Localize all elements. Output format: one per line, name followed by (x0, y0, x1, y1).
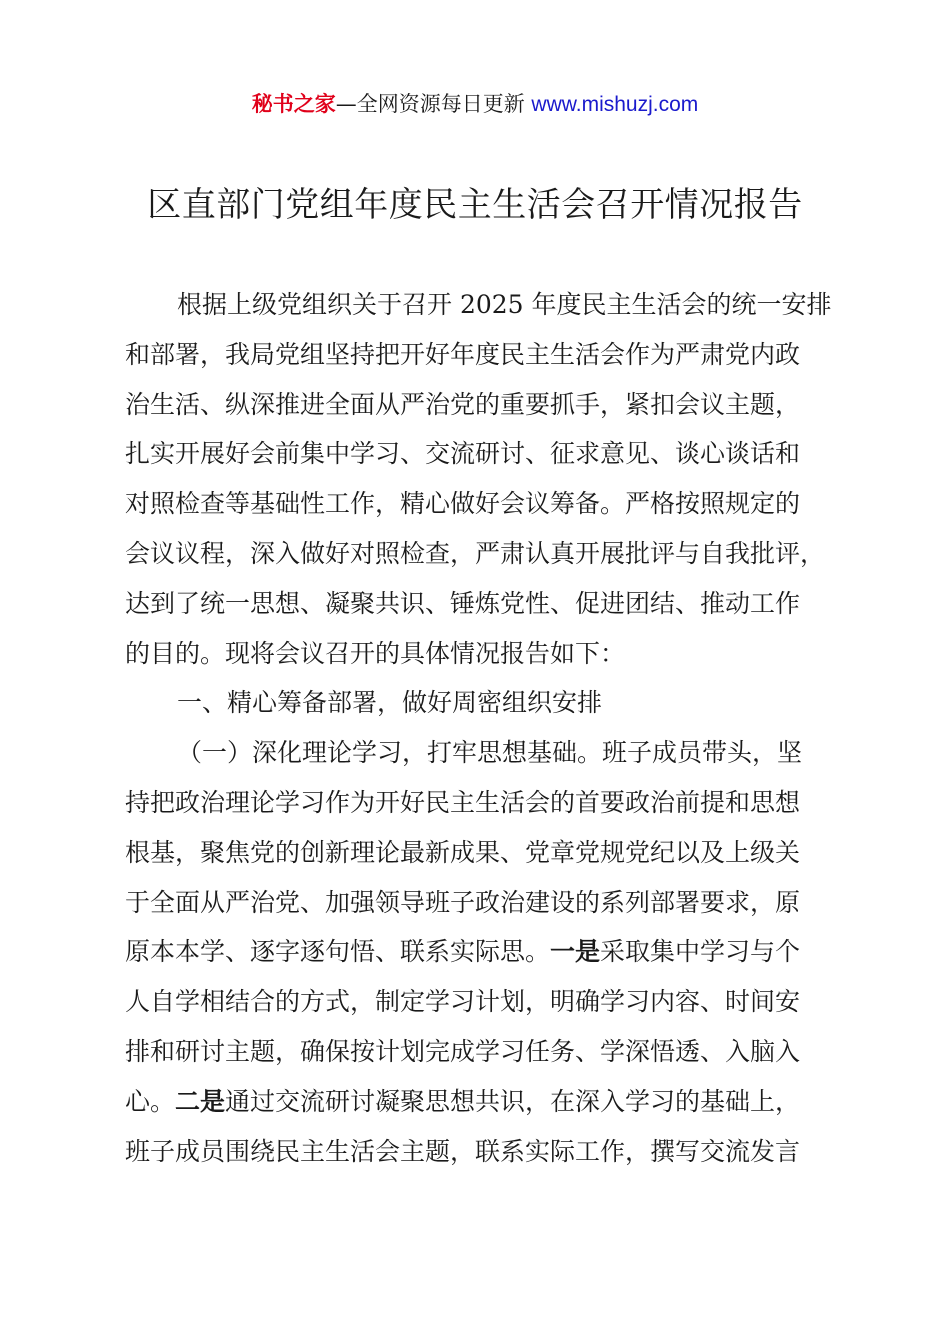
text-line: 的目的。现将会议召开的具体情况报告如下： (125, 638, 626, 668)
text-span: 年度民主生活会的统一安排 (523, 290, 832, 319)
document-body (125, 280, 865, 1176)
site-header (0, 88, 950, 121)
bold-marker: 二是 (175, 1086, 226, 1116)
brand-name: 秘书之家 (251, 92, 336, 116)
text-line: 扎实开展好会前集中学习、交流研讨、征求意见、谈心谈话和 (125, 439, 801, 469)
text-line: （一）深化理论学习，打牢思想基础。班子成员带头，坚 (177, 738, 803, 768)
text-span: 通过交流研讨凝聚思想共识，在深入学习的基础上， (225, 1086, 801, 1116)
text-line: 达到了统一思想、凝聚共识、锤炼党性、促进团结、推动工作 (125, 588, 801, 618)
section-heading: 一、精心筹备部署，做好周密组织安排 (177, 688, 603, 718)
text-line (125, 927, 865, 977)
text-line: 会议议程，深入做好对照检查，严肃认真开展批评与自我批评， (125, 538, 826, 568)
text-line: 治生活、纵深推进全面从严治党的重要抓手，紧扣会议主题， (125, 389, 801, 419)
text-line: 持把政治理论学习作为开好民主生活会的首要政治前提和思想 (125, 787, 801, 817)
text-line: 于全面从严治党、加强领导班子政治建设的系列部署要求，原 (125, 887, 801, 917)
text-span: 采取集中学习与个 (600, 937, 801, 967)
text-span: 根据上级党组织关于召开 (177, 290, 460, 319)
document-title: 区直部门党组年度民主生活会召开情况报告 (147, 185, 803, 225)
text-span: 心。 (125, 1086, 176, 1116)
text-line (125, 280, 865, 330)
header-separator: — (335, 92, 357, 116)
year-number: 2025 (459, 290, 524, 319)
text-line: 班子成员围绕民主生活会主题，联系实际工作，撰写交流发言 (125, 1136, 801, 1166)
text-line: 和部署，我局党组坚持把开好年度民主生活会作为严肃党内政 (125, 339, 801, 369)
text-line: 根基，聚焦党的创新理论最新成果、党章党规党纪以及上级关 (125, 837, 801, 867)
text-line: 排和研讨主题，确保按计划完成学习任务、学深悟透、入脑入 (125, 1036, 801, 1066)
text-line: 人自学相结合的方式，制定学习计划，明确学习内容、时间安 (125, 987, 801, 1017)
bold-marker: 一是 (550, 937, 601, 967)
text-line (125, 1077, 865, 1127)
site-url-link[interactable]: www.mishuzj.com (531, 93, 699, 116)
header-slogan: 全网资源每日更新 (356, 92, 532, 116)
text-line: 对照检查等基础性工作，精心做好会议筹备。严格按照规定的 (125, 489, 801, 519)
text-span: 原本本学、逐字逐句悟、联系实际思。 (125, 937, 551, 967)
